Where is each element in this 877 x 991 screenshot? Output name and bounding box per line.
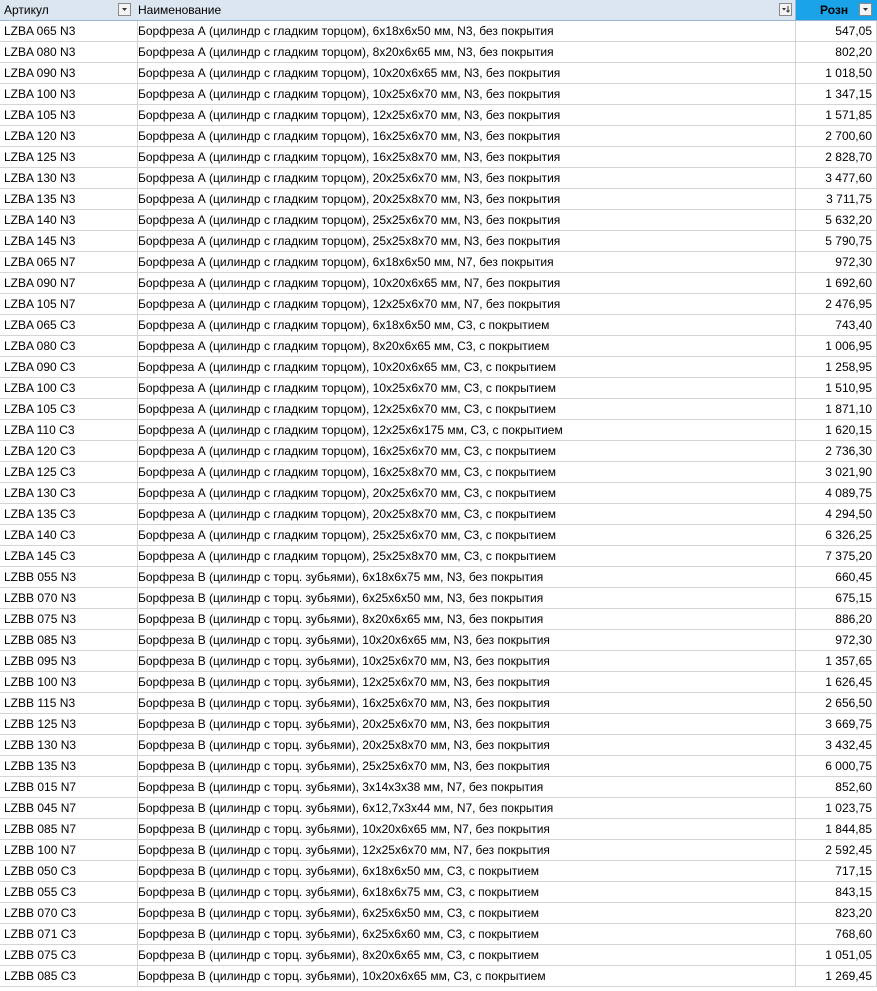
price-cell[interactable]: 2 656,50 (796, 693, 877, 714)
table-row (0, 315, 877, 336)
name-cell[interactable]: Борфреза В (цилиндр с торц. зубьями), 12х25х6х70 мм, N3, без покрытия (134, 672, 796, 693)
table-row (0, 147, 877, 168)
name-cell[interactable]: Борфреза А (цилиндр с гладким торцом), 12х25х6х70 мм, C3, с покрытием (134, 399, 796, 420)
sku-cell[interactable]: LZBA 105 C3 (0, 399, 138, 420)
table-row (0, 798, 877, 819)
price-cell[interactable]: 5 790,75 (796, 231, 877, 252)
name-cell[interactable]: Борфреза В (цилиндр с торц. зубьями), 25х25х6х70 мм, N3, без покрытия (134, 756, 796, 777)
name-cell[interactable]: Борфреза А (цилиндр с гладким торцом), 10х20х6х65 мм, N7, без покрытия (134, 273, 796, 294)
price-cell[interactable]: 7 375,20 (796, 546, 877, 567)
price-cell[interactable]: 1 844,85 (796, 819, 877, 840)
sku-cell[interactable]: LZBA 140 C3 (0, 525, 138, 546)
header-name-label: Наименование (138, 3, 222, 17)
name-cell[interactable]: Борфреза В (цилиндр с торц. зубьями), 10х20х6х65 мм, N7, без покрытия (134, 819, 796, 840)
sku-cell[interactable]: LZBA 080 C3 (0, 336, 138, 357)
header-cell-price[interactable] (796, 0, 877, 21)
table-row (0, 714, 877, 735)
table-row (0, 336, 877, 357)
table-row (0, 735, 877, 756)
table-row (0, 924, 877, 945)
price-cell[interactable]: 823,20 (796, 903, 877, 924)
price-cell[interactable]: 843,15 (796, 882, 877, 903)
name-cell[interactable]: Борфреза В (цилиндр с торц. зубьями), 16х25х6х70 мм, N3, без покрытия (134, 693, 796, 714)
price-cell[interactable]: 1 571,85 (796, 105, 877, 126)
table-row (0, 966, 877, 987)
table-row (0, 378, 877, 399)
table-row (0, 882, 877, 903)
sku-cell[interactable]: LZBA 100 N3 (0, 84, 138, 105)
header-cell-sku[interactable] (0, 0, 138, 21)
sku-cell[interactable]: LZBB 100 N3 (0, 672, 138, 693)
price-cell[interactable]: 972,30 (796, 630, 877, 651)
price-cell[interactable]: 675,15 (796, 588, 877, 609)
price-cell[interactable]: 2 476,95 (796, 294, 877, 315)
table-row (0, 756, 877, 777)
table-row (0, 945, 877, 966)
header-price-label: Розн (820, 3, 849, 17)
table-row (0, 84, 877, 105)
name-cell[interactable]: Борфреза В (цилиндр с торц. зубьями), 10х20х6х65 мм, N3, без покрытия (134, 630, 796, 651)
name-cell[interactable]: Борфреза В (цилиндр с торц. зубьями), 6х18х6х75 мм, C3, с покрытием (134, 882, 796, 903)
price-cell[interactable]: 3 669,75 (796, 714, 877, 735)
sku-cell[interactable]: LZBA 145 C3 (0, 546, 138, 567)
price-cell[interactable]: 1 347,15 (796, 84, 877, 105)
table-row (0, 777, 877, 798)
sku-cell[interactable]: LZBA 145 N3 (0, 231, 138, 252)
sku-cell[interactable]: LZBA 125 N3 (0, 147, 138, 168)
sku-cell[interactable]: LZBA 100 C3 (0, 378, 138, 399)
table-row (0, 588, 877, 609)
price-cell[interactable]: 3 432,45 (796, 735, 877, 756)
price-cell[interactable]: 3 477,60 (796, 168, 877, 189)
name-cell[interactable]: Борфреза А (цилиндр с гладким торцом), 10х20х6х65 мм, N3, без покрытия (134, 63, 796, 84)
price-cell[interactable]: 3 021,90 (796, 462, 877, 483)
table-row (0, 651, 877, 672)
name-cell[interactable]: Борфреза А (цилиндр с гладким торцом), 10х25х6х70 мм, C3, с покрытием (134, 378, 796, 399)
sku-cell[interactable]: LZBB 075 C3 (0, 945, 138, 966)
table-row (0, 399, 877, 420)
price-cell[interactable]: 6 000,75 (796, 756, 877, 777)
name-cell[interactable]: Борфреза В (цилиндр с торц. зубьями), 6х12,7х3х44 мм, N7, без покрытия (134, 798, 796, 819)
sku-cell[interactable]: LZBA 135 N3 (0, 189, 138, 210)
name-cell[interactable]: Борфреза А (цилиндр с гладким торцом), 16х25х6х70 мм, N3, без покрытия (134, 126, 796, 147)
price-cell[interactable]: 886,20 (796, 609, 877, 630)
price-cell[interactable]: 972,30 (796, 252, 877, 273)
filter-dropdown-icon[interactable] (118, 3, 131, 16)
name-cell[interactable]: Борфреза А (цилиндр с гладким торцом), 20х25х6х70 мм, N3, без покрытия (134, 168, 796, 189)
sku-cell[interactable]: LZBB 085 N3 (0, 630, 138, 651)
price-cell[interactable]: 5 632,20 (796, 210, 877, 231)
price-cell[interactable]: 1 871,10 (796, 399, 877, 420)
table-row (0, 189, 877, 210)
sku-cell[interactable]: LZBB 070 N3 (0, 588, 138, 609)
sku-cell[interactable]: LZBB 135 N3 (0, 756, 138, 777)
sku-cell[interactable]: LZBB 050 C3 (0, 861, 138, 882)
name-cell[interactable]: Борфреза А (цилиндр с гладким торцом), 10х25х6х70 мм, N3, без покрытия (134, 84, 796, 105)
sku-cell[interactable]: LZBA 135 C3 (0, 504, 138, 525)
name-cell[interactable]: Борфреза А (цилиндр с гладким торцом), 20х25х8х70 мм, C3, с покрытием (134, 504, 796, 525)
sku-cell[interactable]: LZBB 095 N3 (0, 651, 138, 672)
name-cell[interactable]: Борфреза А (цилиндр с гладким торцом), 25х25х8х70 мм, C3, с покрытием (134, 546, 796, 567)
price-cell[interactable]: 1 051,05 (796, 945, 877, 966)
sku-cell[interactable]: LZBA 090 N3 (0, 63, 138, 84)
table-row (0, 693, 877, 714)
name-cell[interactable]: Борфреза А (цилиндр с гладким торцом), 16х25х8х70 мм, C3, с покрытием (134, 462, 796, 483)
price-cell[interactable]: 717,15 (796, 861, 877, 882)
name-cell[interactable]: Борфреза В (цилиндр с торц. зубьями), 12х25х6х70 мм, N7, без покрытия (134, 840, 796, 861)
name-cell[interactable]: Борфреза В (цилиндр с торц. зубьями), 3х14х3х38 мм, N7, без покрытия (134, 777, 796, 798)
sku-cell[interactable]: LZBA 125 C3 (0, 462, 138, 483)
price-cell[interactable]: 4 089,75 (796, 483, 877, 504)
sku-cell[interactable]: LZBA 140 N3 (0, 210, 138, 231)
table-row (0, 609, 877, 630)
table-row (0, 903, 877, 924)
name-cell[interactable]: Борфреза А (цилиндр с гладким торцом), 6х18х6х50 мм, N7, без покрытия (134, 252, 796, 273)
sku-cell[interactable]: LZBB 070 C3 (0, 903, 138, 924)
sku-cell[interactable]: LZBA 080 N3 (0, 42, 138, 63)
name-cell[interactable]: Борфреза В (цилиндр с торц. зубьями), 6х18х6х75 мм, N3, без покрытия (134, 567, 796, 588)
price-cell[interactable]: 1 357,65 (796, 651, 877, 672)
sku-cell[interactable]: LZBB 071 C3 (0, 924, 138, 945)
table-row (0, 441, 877, 462)
name-cell[interactable]: Борфреза В (цилиндр с торц. зубьями), 10х20х6х65 мм, C3, с покрытием (134, 966, 796, 987)
sku-cell[interactable]: LZBA 090 N7 (0, 273, 138, 294)
table-row (0, 504, 877, 525)
sku-cell[interactable]: LZBA 090 C3 (0, 357, 138, 378)
table-row (0, 105, 877, 126)
price-cell[interactable]: 660,45 (796, 567, 877, 588)
price-cell[interactable]: 4 294,50 (796, 504, 877, 525)
name-cell[interactable]: Борфреза А (цилиндр с гладким торцом), 8х20х6х65 мм, N3, без покрытия (134, 42, 796, 63)
name-cell[interactable]: Борфреза А (цилиндр с гладким торцом), 12х25х6х70 мм, N3, без покрытия (134, 105, 796, 126)
price-cell[interactable]: 743,40 (796, 315, 877, 336)
price-cell[interactable]: 6 326,25 (796, 525, 877, 546)
price-cell[interactable]: 1 006,95 (796, 336, 877, 357)
name-cell[interactable]: Борфреза В (цилиндр с торц. зубьями), 8х20х6х65 мм, C3, с покрытием (134, 945, 796, 966)
sku-cell[interactable]: LZBA 130 C3 (0, 483, 138, 504)
sku-cell[interactable]: LZBB 075 N3 (0, 609, 138, 630)
sku-cell[interactable]: LZBB 085 N7 (0, 819, 138, 840)
price-cell[interactable]: 1 510,95 (796, 378, 877, 399)
filter-dropdown-icon[interactable] (859, 3, 872, 16)
sku-cell[interactable]: LZBA 120 C3 (0, 441, 138, 462)
table-row (0, 231, 877, 252)
price-cell[interactable]: 2 736,30 (796, 441, 877, 462)
header-row (0, 0, 877, 21)
name-cell[interactable]: Борфреза В (цилиндр с торц. зубьями), 20х25х6х70 мм, N3, без покрытия (134, 714, 796, 735)
name-cell[interactable]: Борфреза А (цилиндр с гладким торцом), 12х25х6х175 мм, C3, с покрытием (134, 420, 796, 441)
price-cell[interactable]: 1 018,50 (796, 63, 877, 84)
sku-cell[interactable]: LZBA 105 N3 (0, 105, 138, 126)
price-cell[interactable]: 2 828,70 (796, 147, 877, 168)
table-row (0, 672, 877, 693)
name-cell[interactable]: Борфреза А (цилиндр с гладким торцом), 25х25х8х70 мм, N3, без покрытия (134, 231, 796, 252)
table-row (0, 630, 877, 651)
header-sku-label: Артикул (4, 3, 49, 17)
name-cell[interactable]: Борфреза В (цилиндр с торц. зубьями), 20х25х8х70 мм, N3, без покрытия (134, 735, 796, 756)
name-cell[interactable]: Борфреза В (цилиндр с торц. зубьями), 10х25х6х70 мм, N3, без покрытия (134, 651, 796, 672)
table-row (0, 252, 877, 273)
sku-cell[interactable]: LZBB 100 N7 (0, 840, 138, 861)
sku-cell[interactable]: LZBB 085 C3 (0, 966, 138, 987)
table-row (0, 525, 877, 546)
sku-cell[interactable]: LZBB 130 N3 (0, 735, 138, 756)
table-row (0, 273, 877, 294)
price-cell[interactable]: 2 700,60 (796, 126, 877, 147)
name-cell[interactable]: Борфреза А (цилиндр с гладким торцом), 12х25х6х70 мм, N7, без покрытия (134, 294, 796, 315)
sku-cell[interactable]: LZBB 015 N7 (0, 777, 138, 798)
price-cell[interactable]: 1 269,45 (796, 966, 877, 987)
table-row (0, 168, 877, 189)
name-cell[interactable]: Борфреза В (цилиндр с торц. зубьями), 8х20х6х65 мм, N3, без покрытия (134, 609, 796, 630)
price-cell[interactable]: 1 692,60 (796, 273, 877, 294)
name-cell[interactable]: Борфреза В (цилиндр с торц. зубьями), 6х25х6х60 мм, C3, с покрытием (134, 924, 796, 945)
table-row (0, 21, 877, 42)
name-cell[interactable]: Борфреза А (цилиндр с гладким торцом), 8х20х6х65 мм, C3, с покрытием (134, 336, 796, 357)
sku-cell[interactable]: LZBB 055 N3 (0, 567, 138, 588)
name-cell[interactable]: Борфреза А (цилиндр с гладким торцом), 25х25х6х70 мм, C3, с покрытием (134, 525, 796, 546)
table-row (0, 63, 877, 84)
sku-cell[interactable]: LZBB 055 C3 (0, 882, 138, 903)
sku-cell[interactable]: LZBA 110 C3 (0, 420, 138, 441)
name-cell[interactable]: Борфреза А (цилиндр с гладким торцом), 20х25х8х70 мм, N3, без покрытия (134, 189, 796, 210)
name-cell[interactable]: Борфреза А (цилиндр с гладким торцом), 6х18х6х50 мм, N3, без покрытия (134, 21, 796, 42)
sku-cell[interactable]: LZBA 130 N3 (0, 168, 138, 189)
price-cell[interactable]: 852,60 (796, 777, 877, 798)
name-cell[interactable]: Борфреза В (цилиндр с торц. зубьями), 6х25х6х50 мм, C3, с покрытием (134, 903, 796, 924)
name-cell[interactable]: Борфреза А (цилиндр с гладким торцом), 20х25х6х70 мм, C3, с покрытием (134, 483, 796, 504)
table-row (0, 126, 877, 147)
price-cell[interactable]: 1 620,15 (796, 420, 877, 441)
name-cell[interactable]: Борфреза А (цилиндр с гладким торцом), 10х20х6х65 мм, C3, с покрытием (134, 357, 796, 378)
table-row (0, 462, 877, 483)
table-row (0, 819, 877, 840)
table-row (0, 420, 877, 441)
price-cell[interactable]: 1 258,95 (796, 357, 877, 378)
sku-cell[interactable]: LZBB 115 N3 (0, 693, 138, 714)
table-row (0, 567, 877, 588)
data-rows (0, 21, 877, 987)
table-row (0, 357, 877, 378)
sku-cell[interactable]: LZBA 065 C3 (0, 315, 138, 336)
name-cell[interactable]: Борфреза В (цилиндр с торц. зубьями), 6х25х6х50 мм, N3, без покрытия (134, 588, 796, 609)
price-cell[interactable]: 547,05 (796, 21, 877, 42)
table-row (0, 861, 877, 882)
sku-cell[interactable]: LZBB 125 N3 (0, 714, 138, 735)
name-cell[interactable]: Борфреза А (цилиндр с гладким торцом), 16х25х8х70 мм, N3, без покрытия (134, 147, 796, 168)
sku-cell[interactable]: LZBA 065 N7 (0, 252, 138, 273)
name-cell[interactable]: Борфреза В (цилиндр с торц. зубьями), 6х18х6х50 мм, C3, с покрытием (134, 861, 796, 882)
header-cell-name[interactable] (134, 0, 796, 21)
price-cell[interactable]: 1 023,75 (796, 798, 877, 819)
table-row (0, 294, 877, 315)
table-row (0, 546, 877, 567)
table-row (0, 483, 877, 504)
sku-cell[interactable]: LZBA 065 N3 (0, 21, 138, 42)
table-row (0, 210, 877, 231)
table-row (0, 42, 877, 63)
name-cell[interactable]: Борфреза А (цилиндр с гладким торцом), 16х25х6х70 мм, C3, с покрытием (134, 441, 796, 462)
name-cell[interactable]: Борфреза А (цилиндр с гладким торцом), 6х18х6х50 мм, C3, с покрытием (134, 315, 796, 336)
price-cell[interactable]: 1 626,45 (796, 672, 877, 693)
price-cell[interactable]: 802,20 (796, 42, 877, 63)
table-row (0, 840, 877, 861)
sku-cell[interactable]: LZBA 120 N3 (0, 126, 138, 147)
name-cell[interactable]: Борфреза А (цилиндр с гладким торцом), 25х25х6х70 мм, N3, без покрытия (134, 210, 796, 231)
price-cell[interactable]: 768,60 (796, 924, 877, 945)
sku-cell[interactable]: LZBA 105 N7 (0, 294, 138, 315)
price-cell[interactable]: 3 711,75 (796, 189, 877, 210)
price-cell[interactable]: 2 592,45 (796, 840, 877, 861)
sort-filter-icon[interactable] (779, 3, 792, 16)
sku-cell[interactable]: LZBB 045 N7 (0, 798, 138, 819)
